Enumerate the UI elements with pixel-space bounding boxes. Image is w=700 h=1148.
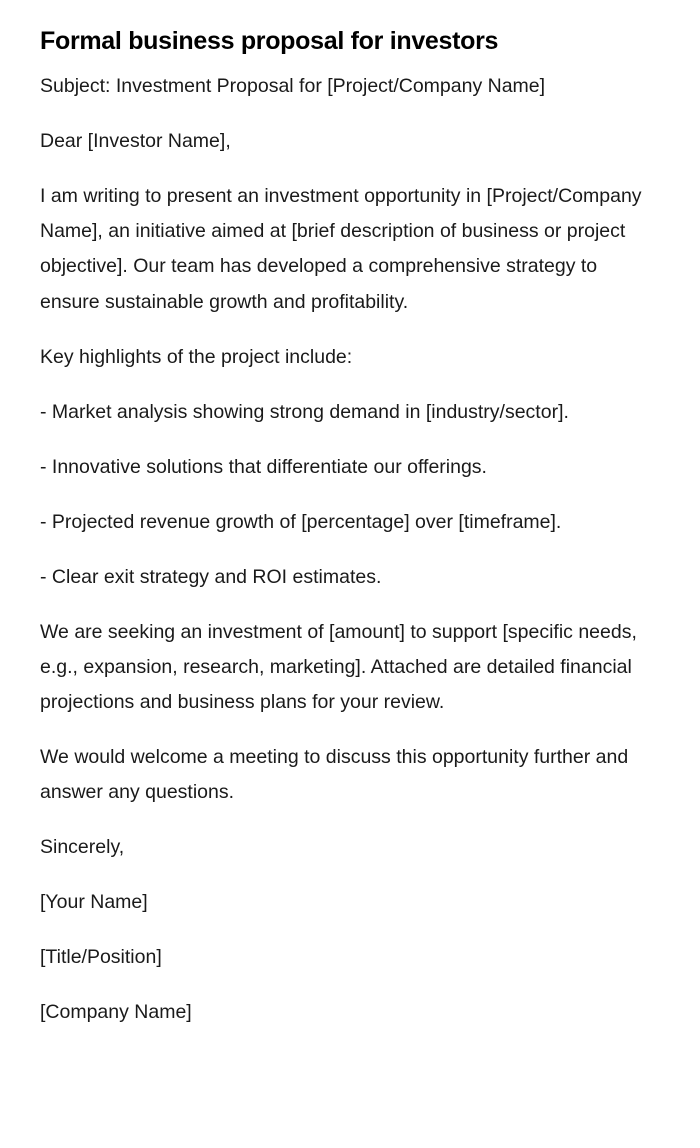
highlight-item-innovative-solutions: - Innovative solutions that differentiate our offerings. — [40, 455, 487, 478]
document-title: Formal business proposal for investors — [40, 27, 499, 55]
closing: Sincerely, — [40, 836, 125, 859]
signature-company: [Company Name] — [40, 1001, 192, 1024]
meeting-paragraph: We would welcome a meeting to discuss this opportunity further and answer any questions. — [40, 746, 629, 804]
highlight-item-exit-strategy: - Clear exit strategy and ROI estimates. — [40, 565, 382, 588]
signature-title: [Title/Position] — [40, 946, 162, 969]
intro-paragraph: I am writing to present an investment opportunity in [Project/Company Name], an initiative aimed at [brief description of business or project objective]. Our team has developed a comprehensive strategy to ensure sustainable growth and profitability. — [40, 185, 642, 313]
highlight-item-market-analysis: - Market analysis showing strong demand in [industry/sector]. — [40, 400, 569, 423]
investment-paragraph: We are seeking an investment of [amount] to support [specific needs, e.g., expansion, research, marketing]. Attached are detailed financial projections and business plans for your review. — [40, 620, 637, 714]
subject-line: Subject: Investment Proposal for [Project/Company Name] — [40, 75, 546, 97]
salutation: Dear [Investor Name], — [40, 130, 231, 152]
highlight-item-revenue-growth: - Projected revenue growth of [percentage] over [timeframe]. — [40, 510, 562, 533]
proposal-document — [40, 24, 652, 1050]
highlights-heading: Key highlights of the project include: — [40, 345, 353, 368]
signature-name: [Your Name] — [40, 891, 148, 914]
